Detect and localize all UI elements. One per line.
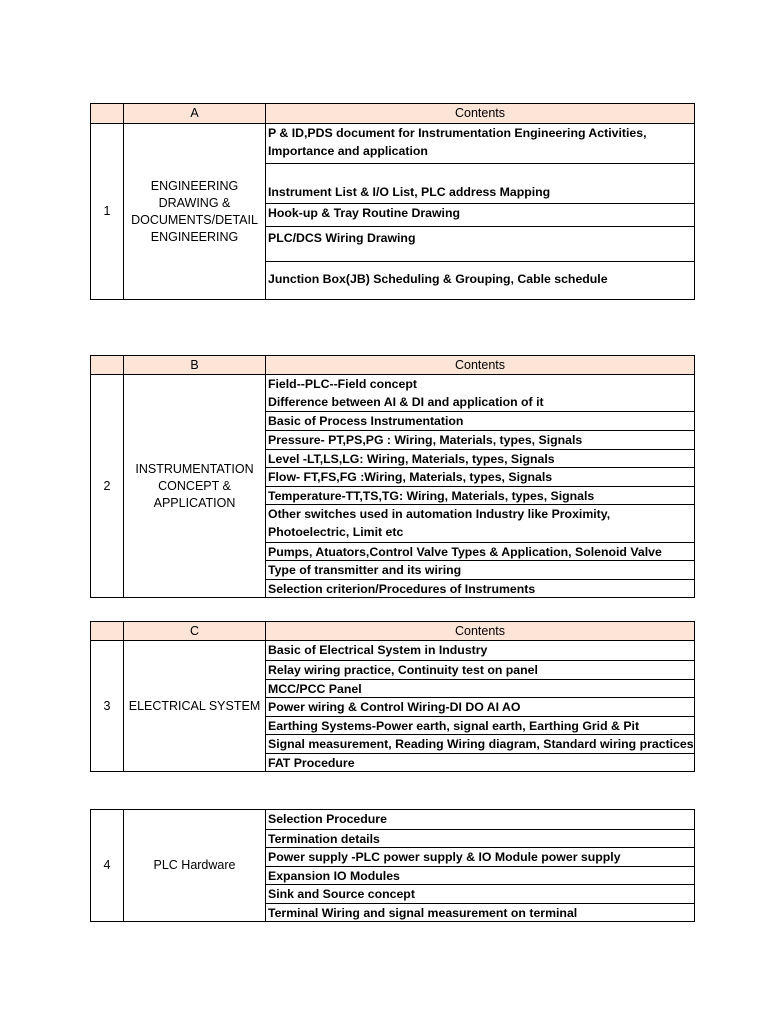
list-item: Basic of Electrical System in Industry bbox=[268, 643, 488, 657]
list-item: Instrument List & I/O List, PLC address Mapping bbox=[266, 163, 694, 203]
header-letter: A bbox=[124, 104, 266, 123]
list-item: Expansion IO Modules bbox=[266, 866, 694, 884]
table-section-b bbox=[90, 355, 695, 598]
section-row bbox=[91, 124, 694, 299]
table-header bbox=[91, 104, 694, 124]
list-item: Difference between AI & DI and application of it bbox=[268, 395, 544, 409]
section-number: 1 bbox=[91, 124, 124, 299]
list-item: Terminal Wiring and signal measurement on terminal bbox=[266, 903, 694, 921]
list-item: Signal measurement, Reading Wiring diagram, Standard wiring practices bbox=[266, 734, 694, 753]
section-row bbox=[91, 641, 694, 771]
list-item: PLC/DCS Wiring Drawing bbox=[266, 226, 694, 261]
table-header bbox=[91, 356, 694, 375]
list-item: MCC/PCC Panel bbox=[266, 679, 694, 697]
table-section-c bbox=[90, 621, 695, 772]
list-item: Termination details bbox=[266, 829, 694, 847]
header-number-cell bbox=[91, 356, 124, 374]
list-item: Hook-up & Tray Routine Drawing bbox=[266, 203, 694, 226]
list-item: FAT Procedure bbox=[266, 753, 694, 771]
list-item: Flow- FT,FS,FG :Wiring, Materials, types, Signals bbox=[266, 467, 694, 486]
header-letter: C bbox=[124, 622, 266, 640]
section-name: ELECTRICAL SYSTEM bbox=[124, 641, 266, 771]
table-section-d bbox=[90, 809, 695, 922]
list-item: P & ID,PDS document for Instrumentation Engineering Activities, Importance and application bbox=[268, 126, 647, 158]
header-number-cell bbox=[91, 622, 124, 640]
section-name: INSTRUMENTATION CONCEPT & APPLICATION bbox=[124, 375, 266, 597]
table-header bbox=[91, 622, 694, 641]
header-contents: Contents bbox=[454, 106, 506, 120]
list-item: Power wiring & Control Wiring-DI DO AI AO bbox=[266, 697, 694, 716]
header-number-cell bbox=[91, 104, 124, 123]
contents-list bbox=[266, 124, 694, 299]
section-row bbox=[91, 810, 694, 921]
section-number: 2 bbox=[91, 375, 124, 597]
header-contents: Contents bbox=[454, 623, 506, 638]
section-name: ENGINEERING DRAWING & DOCUMENTS/DETAIL ENGINEERING bbox=[124, 124, 266, 299]
list-item: Basic of Process Instrumentation bbox=[266, 411, 694, 430]
section-number: 4 bbox=[91, 810, 124, 921]
contents-list bbox=[266, 810, 694, 921]
list-item: Earthing Systems-Power earth, signal earth, Earthing Grid & Pit bbox=[266, 716, 694, 734]
list-item: Field--PLC--Field concept bbox=[268, 377, 417, 391]
list-item: Pumps, Atuators,Control Valve Types & Application, Solenoid Valve bbox=[266, 542, 694, 560]
list-item: Type of transmitter and its wiring bbox=[266, 560, 694, 579]
header-letter: B bbox=[124, 356, 266, 374]
header-contents: Contents bbox=[454, 357, 506, 372]
list-item: Temperature-TT,TS,TG: Wiring, Materials, types, Signals bbox=[266, 486, 694, 504]
contents-list bbox=[266, 641, 694, 771]
list-item: Power supply -PLC power supply & IO Module power supply bbox=[266, 847, 694, 866]
list-item: Level -LT,LS,LG: Wiring, Materials, types, Signals bbox=[266, 449, 694, 467]
section-row bbox=[91, 375, 694, 597]
list-item: Pressure- PT,PS,PG : Wiring, Materials, types, Signals bbox=[266, 430, 694, 449]
contents-list bbox=[266, 375, 694, 597]
table-section-a bbox=[90, 103, 695, 300]
list-item: Selection criterion/Procedures of Instruments bbox=[266, 579, 694, 597]
section-name: PLC Hardware bbox=[124, 810, 266, 921]
list-item: Sink and Source concept bbox=[266, 884, 694, 903]
section-number: 3 bbox=[91, 641, 124, 771]
list-item: Other switches used in automation Industry like Proximity, Photoelectric, Limit etc bbox=[266, 504, 694, 542]
list-item: Selection Procedure bbox=[268, 812, 387, 826]
list-item: Relay wiring practice, Continuity test on panel bbox=[266, 660, 694, 679]
list-item: Junction Box(JB) Scheduling & Grouping, Cable schedule bbox=[266, 261, 694, 299]
